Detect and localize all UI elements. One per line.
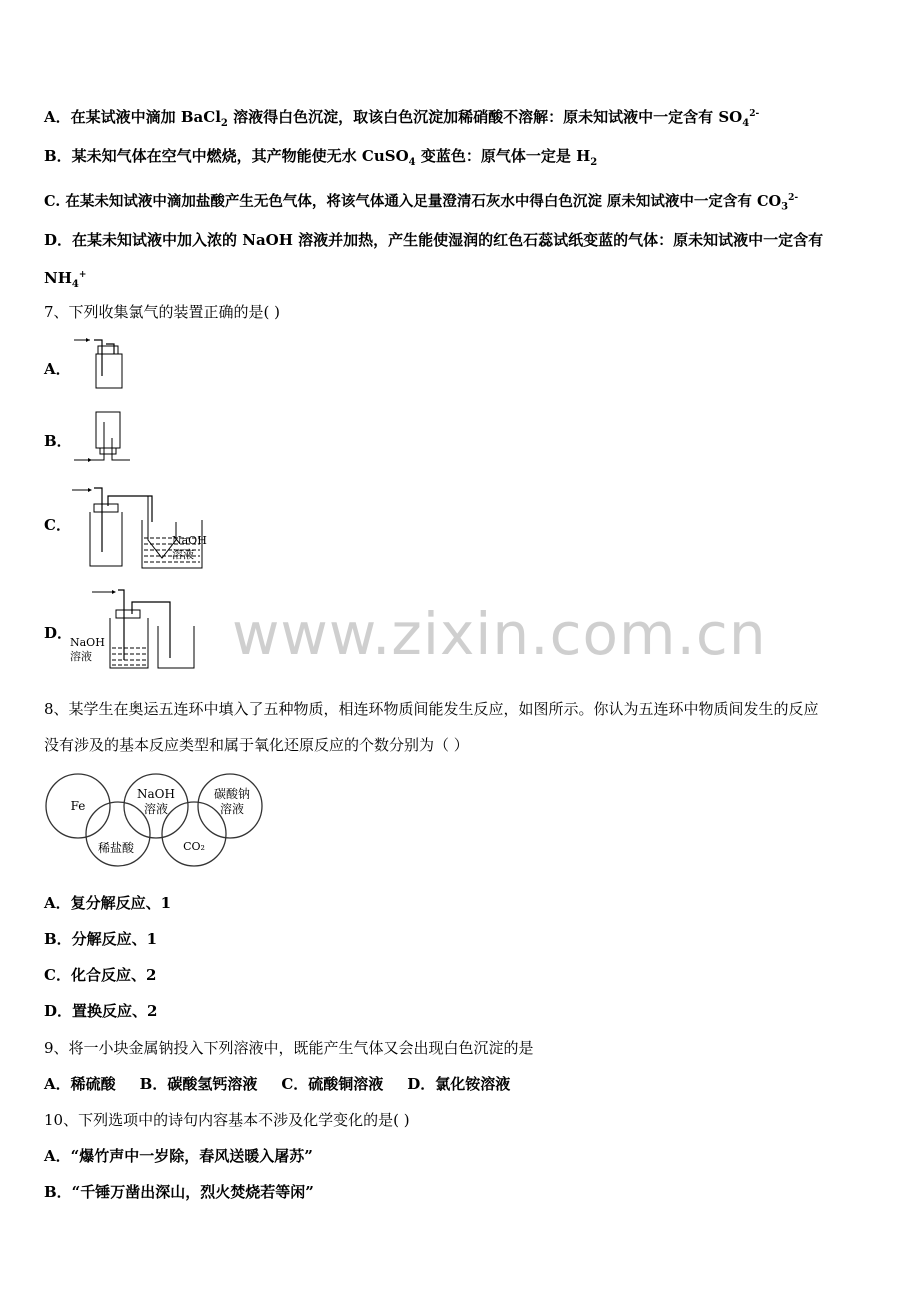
q7-label-d: D．: [44, 624, 73, 642]
q10-option-a: A．“爆竹声中一岁除，春风送暖入屠苏”: [44, 1147, 313, 1165]
ring-label-naoh-2: 溶液: [143, 802, 169, 816]
apparatus-d-icon: [66, 586, 206, 676]
q7-label-c: C．: [44, 516, 71, 534]
q6-option-c: C. 在某未知试液中滴加盐酸产生无色气体，将该气体通入足量澄清石灰水中得白色沉淀 原未知试液中一定含有 $CO_3^{2-}$: [44, 192, 799, 213]
q6-option-d: D．在某未知试液中加入浓的 NaOH 溶液并加热，产生能使湿润的红色石蕊试纸变蓝的气体：原未知试液中一定含有: [44, 231, 824, 249]
ring-label-na2co3-1: 碳酸钠: [213, 787, 251, 801]
q6-option-d-ion: $NH_4^+$: [44, 269, 87, 290]
ring-label-fe: Fe: [70, 799, 86, 813]
q8-line2: 没有涉及的基本反应类型和属于氧化还原反应的个数分别为（ ）: [44, 736, 469, 754]
q7-label-b: B．: [44, 432, 72, 450]
q8-line1: 8、某学生在奥运五连环中填入了五种物质，相连环物质间能发生反应，如图所示。你认为五连环中物质间发生的反应: [44, 700, 819, 718]
q6-option-a: A．在某试液中滴加 BaCl$_2$ 溶液得白色沉淀，取该白色沉淀加稀硝酸不溶解：原未知试液中一定含有 $SO_4^{2-}$: [44, 108, 760, 129]
q9-option-a: A．稀硫酸: [44, 1075, 116, 1093]
q7-question: 7、下列收集氯气的装置正确的是( ): [44, 303, 281, 321]
ring-label-naoh-1: NaOH: [137, 787, 175, 801]
q9-options: [44, 1074, 534, 1094]
q10-question: 10、下列选项中的诗句内容基本不涉及化学变化的是( ): [44, 1111, 410, 1129]
q9-option-c: C．硫酸铜溶液: [281, 1075, 384, 1093]
q7-label-a: A．: [44, 360, 71, 378]
ring-label-co2: CO₂: [183, 840, 205, 853]
c-reagent-label-1: NaOH: [172, 534, 207, 547]
q8-option-d: D．置换反应、2: [44, 1002, 158, 1020]
apparatus-c-icon: [66, 482, 226, 572]
q10-option-b: B．“千锤万凿出深山，烈火焚烧若等闲”: [44, 1183, 314, 1201]
watermark: www.zixin.com.cn: [232, 600, 767, 668]
q6-option-b: B．某未知气体在空气中燃烧，其产物能使无水 CuSO$_4$ 变蓝色：原气体一定是 $H_2$: [44, 147, 598, 168]
q8-option-a: A．复分解反应、1: [44, 894, 172, 912]
q8-option-c: C．化合反应、2: [44, 966, 157, 984]
q8-option-b: B．分解反应、1: [44, 930, 158, 948]
ring-label-hcl: 稀盐酸: [97, 841, 135, 855]
apparatus-b-icon: [72, 408, 132, 466]
olympic-rings-diagram: [44, 772, 268, 872]
d-reagent-label-1: NaOH: [70, 636, 105, 649]
d-reagent-label-2: 溶液: [70, 650, 92, 663]
c-reagent-label-2: 溶液: [172, 548, 194, 561]
q9-question: 9、将一小块金属钠投入下列溶液中，既能产生气体又会出现白色沉淀的是: [44, 1039, 534, 1057]
q9-option-b: B．碳酸氢钙溶液: [139, 1075, 258, 1093]
q9-option-d: D．氯化铵溶液: [407, 1075, 511, 1093]
ring-label-na2co3-2: 溶液: [219, 802, 245, 816]
apparatus-a-icon: [70, 336, 130, 394]
